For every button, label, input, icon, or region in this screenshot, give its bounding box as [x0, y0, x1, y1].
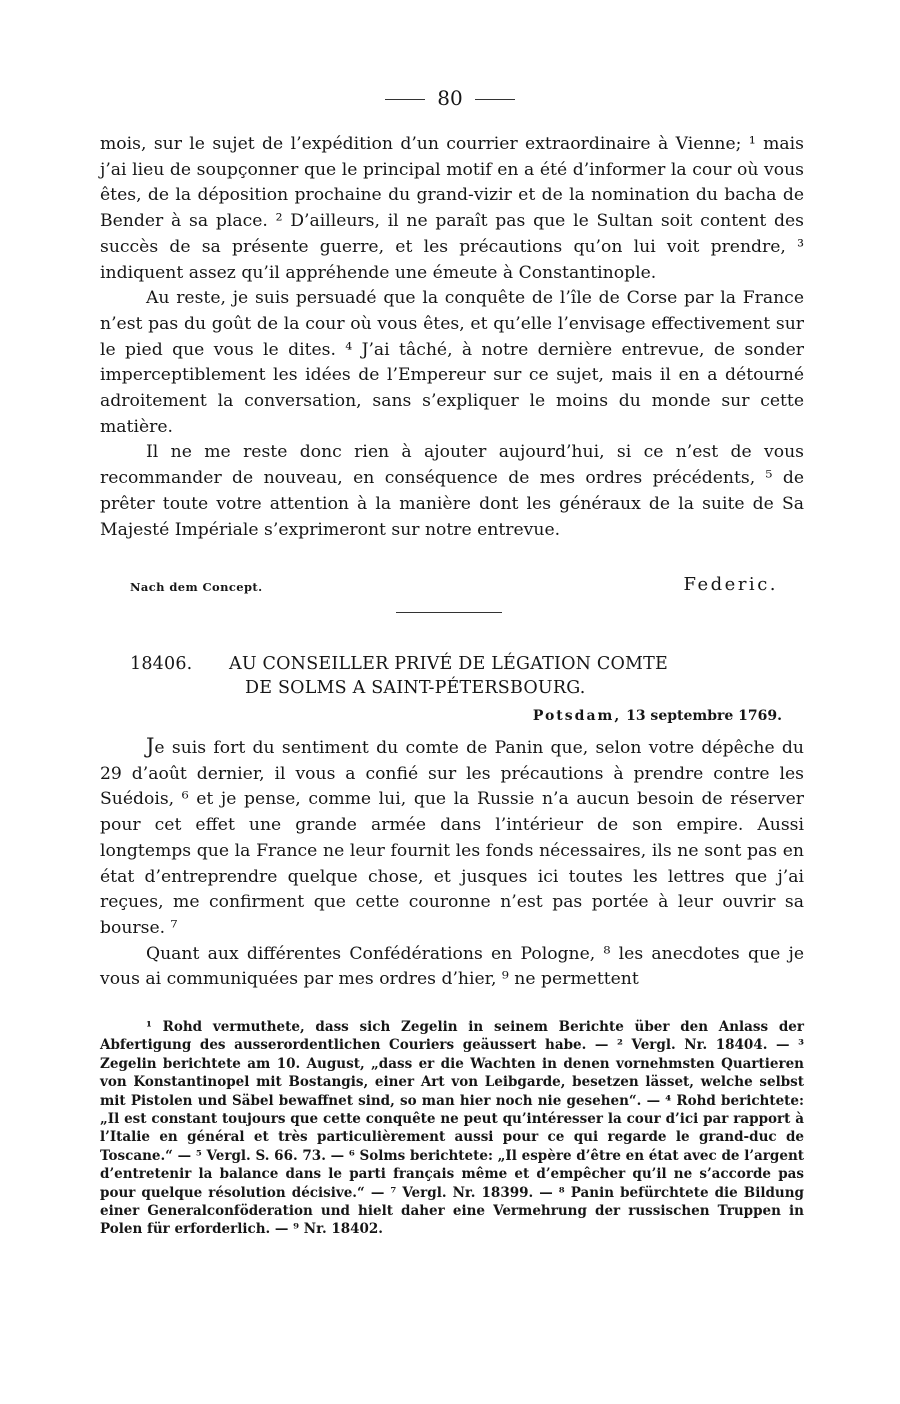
header-dash-right [475, 99, 515, 100]
paragraph [100, 734, 804, 942]
source-note: Nach dem Concept. [130, 580, 263, 594]
signature: Federic. [683, 574, 778, 595]
header-dash-left [385, 99, 425, 100]
letter-number: 18406. [130, 654, 193, 674]
letter-title-line-2: DE SOLMS A SAINT-PÉTERSBOURG. [245, 678, 586, 698]
place-date [533, 708, 782, 724]
footnote-text: ¹ Rohd vermuthete, dass sich Zegelin in seinem Berichte über den Anlass der Abfertigung des ausserordentlichen Couriers geäussert habe. — ² Vergl. Nr. 18404. — ³ Zegelin berichtete am 10. August, „dass er die Wachten in denen vornehmsten Quartieren von Konstantinopel mit Bostangis, einer Art von Leibgarde, besetzen lässet, welche selbst mit Pistolen und Säbel bewaffnet sind, so man hier noch nie gesehen“. — ⁴ Rohd berichtete: „Il est constant toujours que cette conquête ne peut qu’intéresser la cour d’ici par rapport à l’Italie en général et très particulièrement aussi pour ce qui regarde le grand-duc de Toscane.“ — ⁵ Vergl. S. 66. 73. — ⁶ Solms berichtete: „Il espère d’être en état avec de l’argent d’entretenir la balance dans le parti français même et d’empêcher qu’il ne s’accorde pas pour quelque résolution décisive.“ — ⁷ Vergl. Nr. 18399. — ⁸ Panin befürchtete die Bildung einer Generalconföderation und hielt daher eine Vermehrung der russischen Truppen in Polen für erforderlich. — ⁹ Nr. 18402. [100, 1019, 804, 1238]
section-divider [396, 612, 502, 613]
paragraph: Au reste, je suis persuadé que la conquête de l’île de Corse par la France n’est pas du goût de la cour où vous êtes, et qu’elle l’envisage effectivement sur le pied que vous le dites. ⁴ J’ai tâché, à notre dernière entrevue, de sonder imperceptiblement les idées de l’Empereur sur ce sujet, mais il en a détourné adroitement la conversation, sans s’expliquer le moins du monde sur cette matière. [100, 288, 804, 437]
letter-body [100, 734, 804, 993]
signature-row [130, 574, 778, 600]
paragraph: mois, sur le sujet de l’expédition d’un courrier extraordinaire à Vienne; ¹ mais j’ai lieu de soupçonner que le principal motif en a été d’informer la cour où vous êtes, de la déposition prochaine du grand-vizir et de la nomination du bacha de Bender à sa place. ² D’ailleurs, il ne paraît pas que le Sultan soit content des succès de sa présente guerre, et les précautions qu’on lui voit prendre, ³ indiquent assez qu’il appréhende une émeute à Constantinople. [100, 134, 804, 283]
page-header [0, 86, 900, 110]
letter-title-line-1: AU CONSEILLER PRIVÉ DE LÉGATION COMTE [229, 654, 669, 674]
paragraph: Quant aux différentes Confédérations en Pologne, ⁸ les anecdotes que je vous ai communiquées par mes ordres d’hier, ⁹ ne permettent [100, 943, 804, 990]
paragraph-text: e suis fort du sentiment du comte de Panin que, selon votre dépêche du 29 d’août dernier, il vous a confié sur les précautions à prendre contre les Suédois, ⁶ et je pense, comme lui, que la Russie n’a aucun besoin de réserver pour cet effet une grande armée dans l’intérieur de son empire. Aussi longtemps que la France ne leur fournit les fonds nécessaires, ils ne sont pas en état d’entreprendre quelque chose, et jusques ici toutes les lettres que j’ai reçues, me confirment que cette couronne n’est pas portée à leur ouvrir sa bourse. ⁷ [100, 738, 804, 938]
letter-date: 13 septembre 1769. [626, 708, 782, 724]
footnotes [100, 1018, 804, 1239]
page-number: 80 [437, 86, 463, 110]
letter-place: Potsdam, [532, 708, 622, 724]
drop-cap: J [146, 734, 155, 758]
body-text-top [100, 132, 804, 543]
paragraph: Il ne me reste donc rien à ajouter aujourd’hui, si ce n’est de vous recommander de nouveau, en conséquence de mes ordres précédents, ⁵ de prêter toute votre attention à la manière dont les généraux de la suite de Sa Majesté Impériale s’exprimeront sur notre entrevue. [100, 442, 804, 540]
